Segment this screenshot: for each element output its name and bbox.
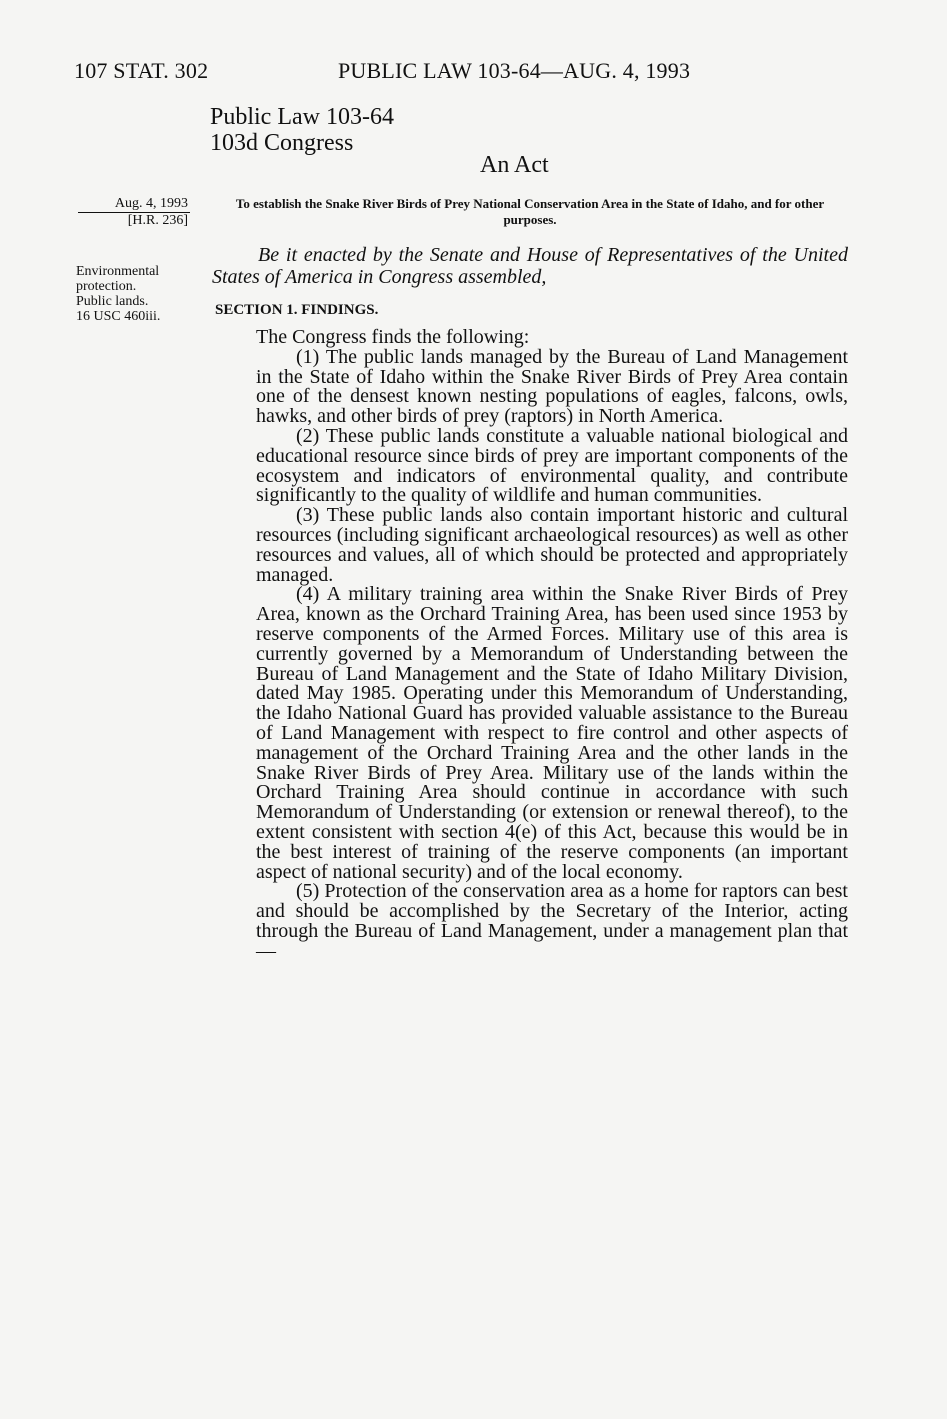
margin-date-block bbox=[78, 196, 190, 229]
margin-notes bbox=[76, 264, 216, 324]
an-act-heading: An Act bbox=[480, 152, 549, 178]
margin-note: Public lands. bbox=[76, 294, 149, 309]
finding-paragraph: (1) The public lands managed by the Bureau of Land Management in the State of Idaho within the Snake River Birds of Prey Area contain one of the densest known nesting populations of eagles, falcons, owls, hawks, and other birds of prey (raptors) in North America. bbox=[256, 345, 848, 428]
congress-label: 103d Congress bbox=[210, 130, 354, 156]
margin-note: Environmental bbox=[76, 264, 160, 279]
enacting-clause: Be it enacted by the Senate and House of Representatives of the United States of America in Congress assembled, bbox=[212, 244, 848, 288]
running-title: PUBLIC LAW 103-64—AUG. 4, 1993 bbox=[338, 58, 691, 83]
enactment-date: Aug. 4, 1993 bbox=[78, 196, 190, 213]
bill-number: [H.R. 236] bbox=[127, 213, 188, 228]
purpose-statement: To establish the Snake River Birds of Prey National Conservation Area in the State of Idaho, and for other purposes. bbox=[235, 196, 825, 227]
margin-note: protection. bbox=[76, 279, 137, 294]
page-reference: 107 STAT. 302 bbox=[74, 58, 209, 83]
section-heading: SECTION 1. FINDINGS. bbox=[215, 302, 379, 318]
finding-paragraph: (4) A military training area within the Snake River Birds of Prey Area, known as the Orchard Training Area, has been used since 1953 by reserve components of the Armed Forces. Military use of this area is currently governed by a Memorandum of Understanding between the Bureau of Land Management and the State of Idaho Military Division, dated May 1985. Operating under this Memorandum of Understanding, the Idaho National Guard has provided valuable assistance to the Bureau of Land Management with respect to fire control and other aspects of management of the Orchard Training Area and the other lands in the Snake River Birds of Prey Area. Military use of the lands within the Orchard Training Area should continue in accordance with such Memorandum of Understanding (or extension or renewal thereof), to the extent consistent with section 4(e) of this Act, because this would be in the best interest of training of the reserve components (an important aspect of national security) and of the local economy. bbox=[256, 583, 848, 883]
public-law-title: Public Law 103-64 bbox=[210, 104, 394, 130]
finding-paragraph: (3) These public lands also contain important historic and cultural resources (including significant archaeological resources) as well as other resources and values, all of which should be protected and appropriately managed. bbox=[256, 504, 848, 586]
finding-paragraph: (2) These public lands constitute a valuable national biological and educational resource since birds of prey are important components of the ecosystem and indicators of environmental quality, and contribute significantly to the quality of wildlife and human communities. bbox=[256, 424, 848, 507]
section-intro: The Congress finds the following: bbox=[256, 326, 530, 348]
section-body bbox=[256, 328, 848, 962]
finding-paragraph: (5) Protection of the conservation area as a home for raptors can best and should be accomplished by the Secretary of the Interior, acting through the Bureau of Land Management, under a management plan that— bbox=[256, 880, 848, 962]
margin-note: 16 USC 460iii. bbox=[76, 309, 161, 324]
